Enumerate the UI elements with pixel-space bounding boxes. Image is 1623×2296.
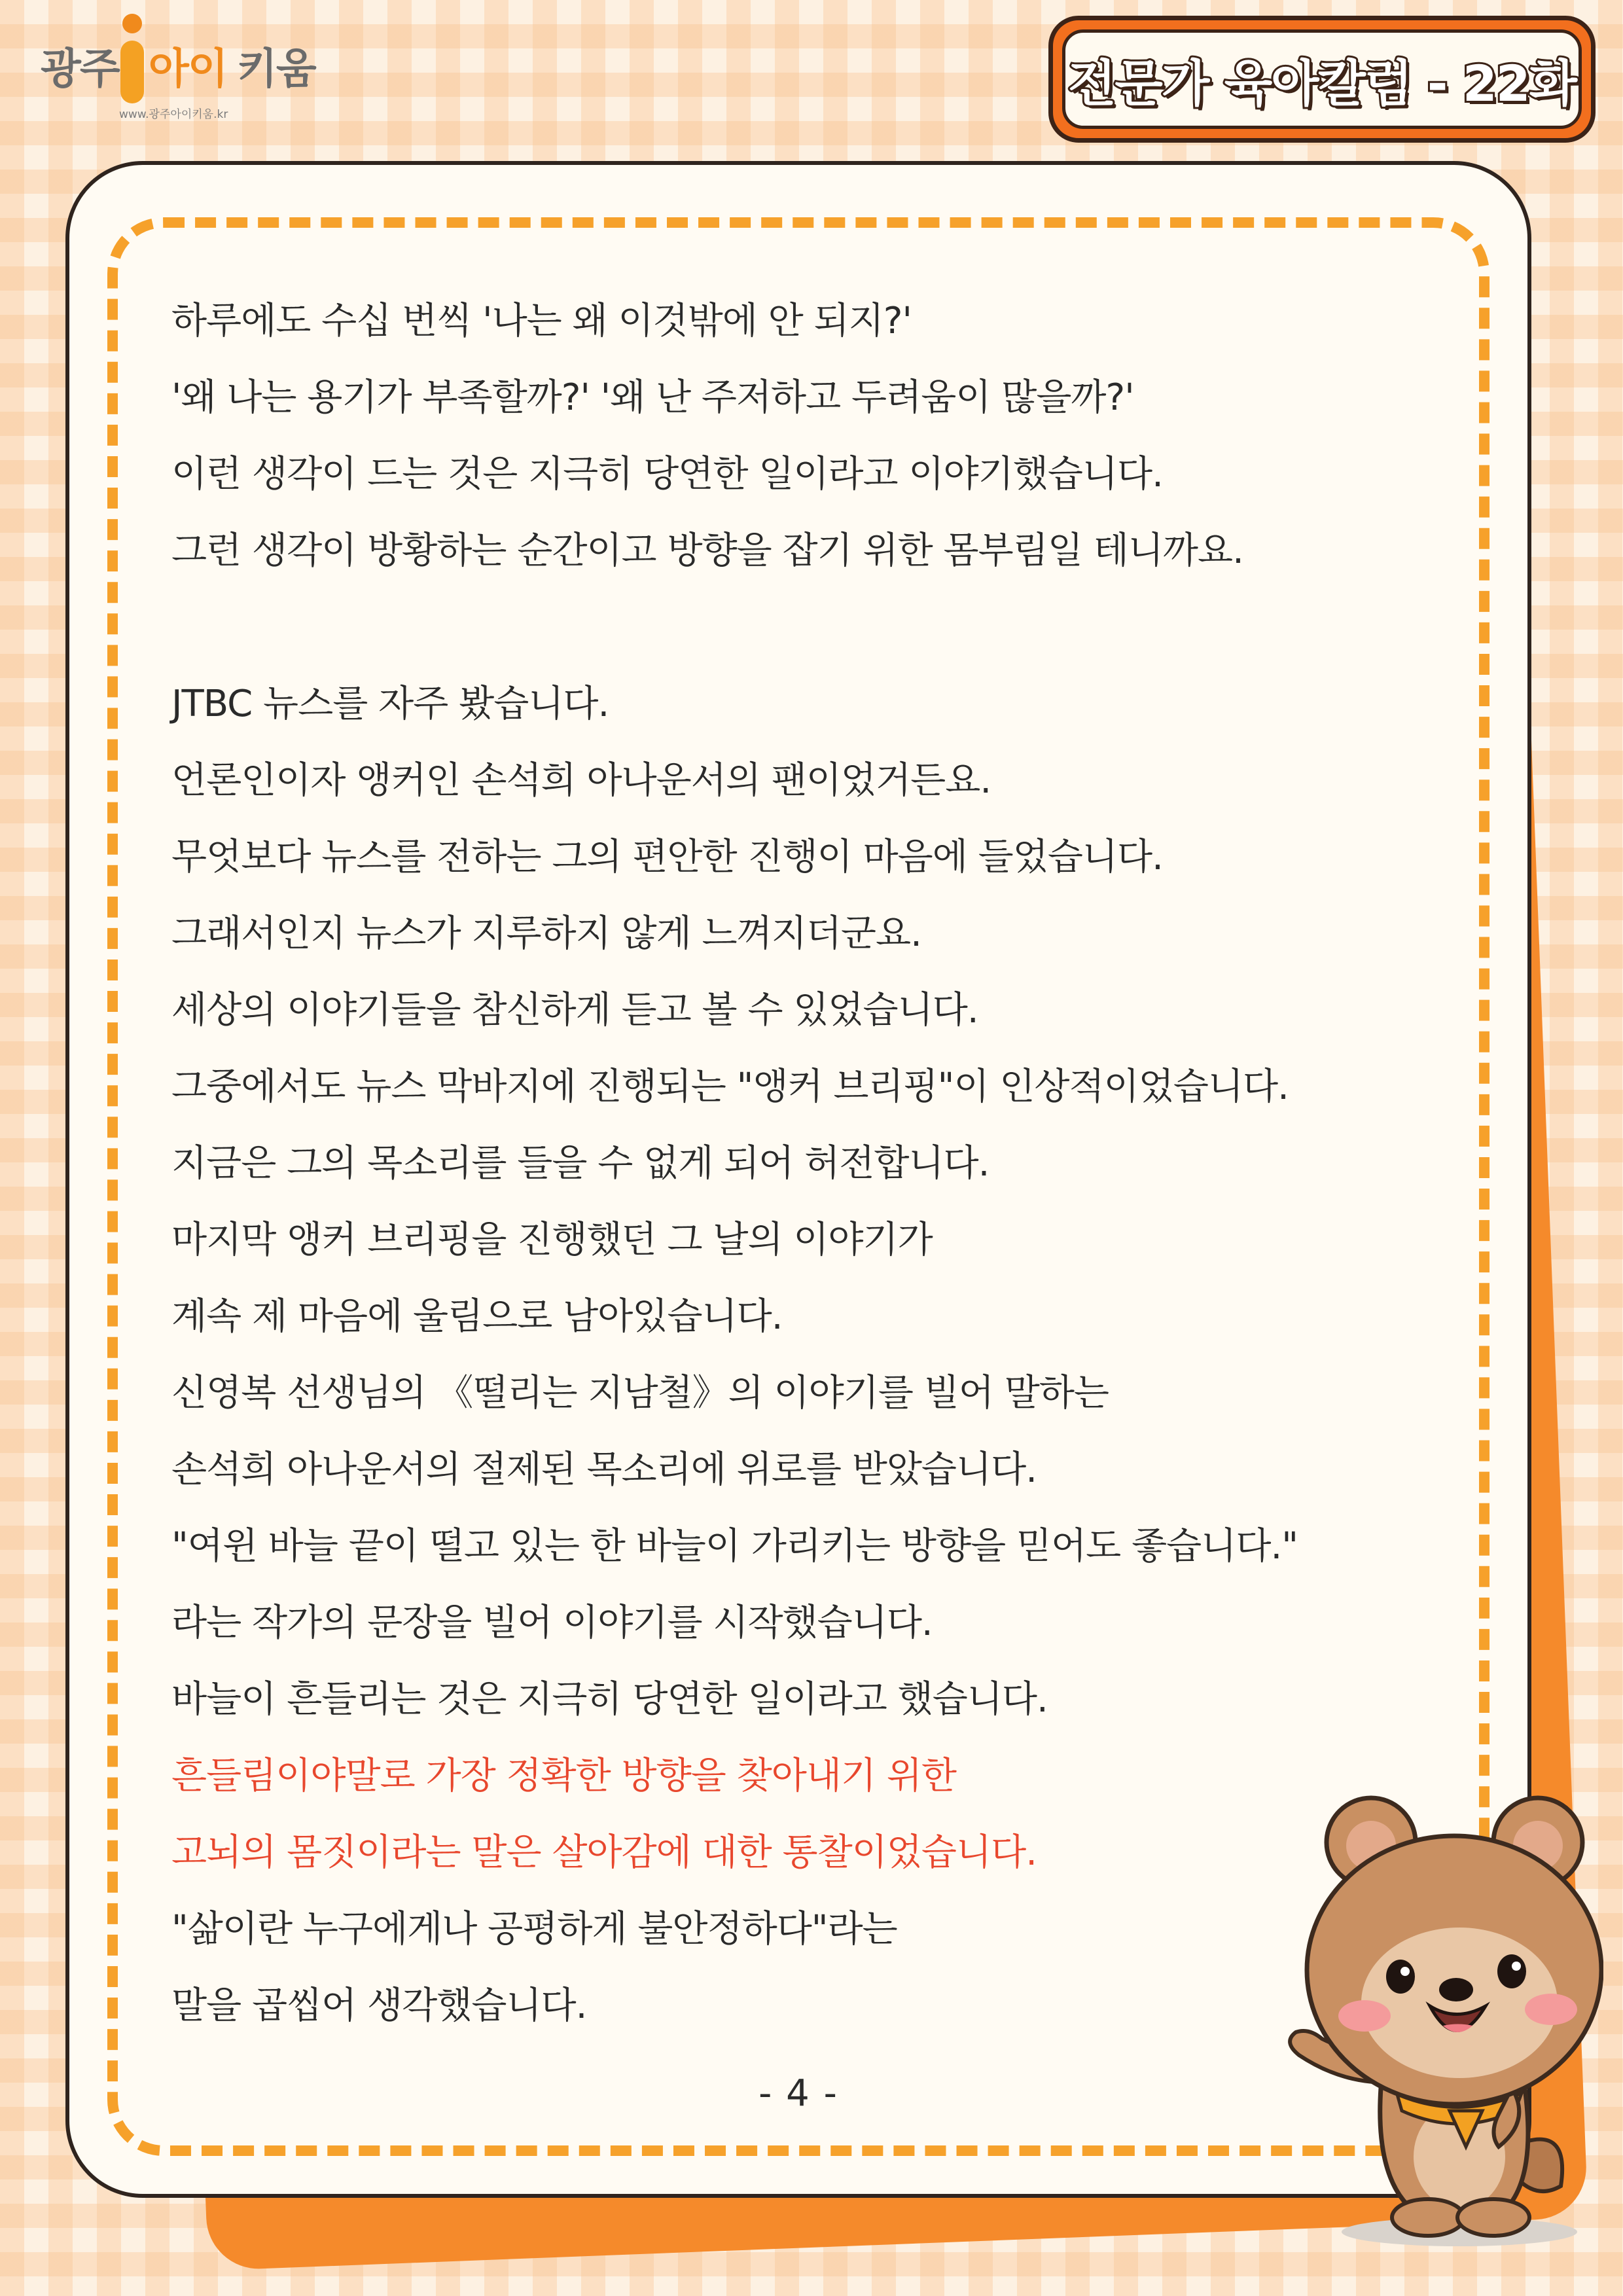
paragraph-line: 말을 곱씹어 생각했습니다. [171, 1984, 587, 2027]
paragraph-line: 바늘이 흔들리는 것은 지극히 당연한 일이라고 했습니다. [171, 1678, 1048, 1721]
paragraph-line: 그래서인지 뉴스가 지루하지 않게 느껴지더군요. [171, 912, 921, 955]
person-i-icon [114, 12, 151, 110]
paragraph-line: 라는 작가의 문장을 빌어 이야기를 시작했습니다. [171, 1602, 933, 1644]
paragraph-line: 언론인이자 앵커인 손석희 아나운서의 팬이었거든요. [171, 759, 991, 802]
logo-text-kium: 키움 [237, 45, 315, 94]
logo-url: www.광주아이키움.kr [119, 108, 228, 121]
paragraph-line: 신영복 선생님의 《떨리는 지남철》의 이야기를 빌어 말하는 [171, 1372, 1109, 1414]
paragraph-line: 계속 제 마음에 울림으로 남아있습니다. [171, 1295, 783, 1338]
article-body [171, 283, 1415, 2044]
paragraph-line: 그중에서도 뉴스 막바지에 진행되는 "앵커 브리핑"이 인상적이었습니다. [171, 1066, 1289, 1108]
highlight-line: 고뇌의 몸짓이라는 말은 살아감에 대한 통찰이었습니다. [171, 1831, 1037, 1874]
logo-text-gwangju: 광주 [41, 45, 119, 94]
paragraph-gap [171, 589, 1415, 666]
paragraph-line: "여윈 바늘 끝이 떨고 있는 한 바늘이 가리키는 방향을 믿어도 좋습니다." [171, 1525, 1298, 1568]
paragraph-line: 마지막 앵커 브리핑을 진행했던 그 날의 이야기가 [171, 1219, 933, 1261]
logo-text-ai: 아이 [149, 45, 227, 94]
page-number: - 4 - [758, 2072, 838, 2115]
quokka-mascot-icon [1263, 1780, 1603, 2251]
column-title: 전문가 육아칼럼 - 22화 [1067, 54, 1576, 113]
paragraph-line: 무엇보다 뉴스를 전하는 그의 편안한 진행이 마음에 들었습니다. [171, 836, 1163, 878]
column-title-badge [1048, 16, 1596, 143]
paragraph-line: 이런 생각이 드는 것은 지극히 당연한 일이라고 이야기했습니다. [171, 453, 1163, 495]
highlight-line: 흔들림이야말로 가장 정확한 방향을 찾아내기 위한 [171, 1755, 957, 1797]
paragraph-line: '왜 나는 용기가 부족할까?' '왜 난 주저하고 두려움이 많을까?' [171, 376, 1134, 419]
paragraph-line: JTBC 뉴스를 자주 봤습니다. [171, 683, 609, 725]
column-title-badge-inner [1062, 29, 1582, 129]
paragraph-line: 그런 생각이 방황하는 순간이고 방향을 잡기 위한 몸부림일 테니까요. [171, 529, 1243, 572]
paragraph-line: 손석희 아나운서의 절제된 목소리에 위로를 받았습니다. [171, 1448, 1037, 1491]
paragraph-line: 지금은 그의 목소리를 들을 수 없게 되어 허전합니다. [171, 1142, 990, 1185]
paragraph-line: "삶이란 누구에게나 공평하게 불안정하다"라는 [171, 1908, 897, 1950]
paragraph-line: 하루에도 수십 번씩 '나는 왜 이것밖에 안 되지?' [171, 300, 912, 342]
paragraph-line: 세상의 이야기들을 참신하게 듣고 볼 수 있었습니다. [171, 989, 978, 1031]
brand-logo [41, 12, 348, 130]
